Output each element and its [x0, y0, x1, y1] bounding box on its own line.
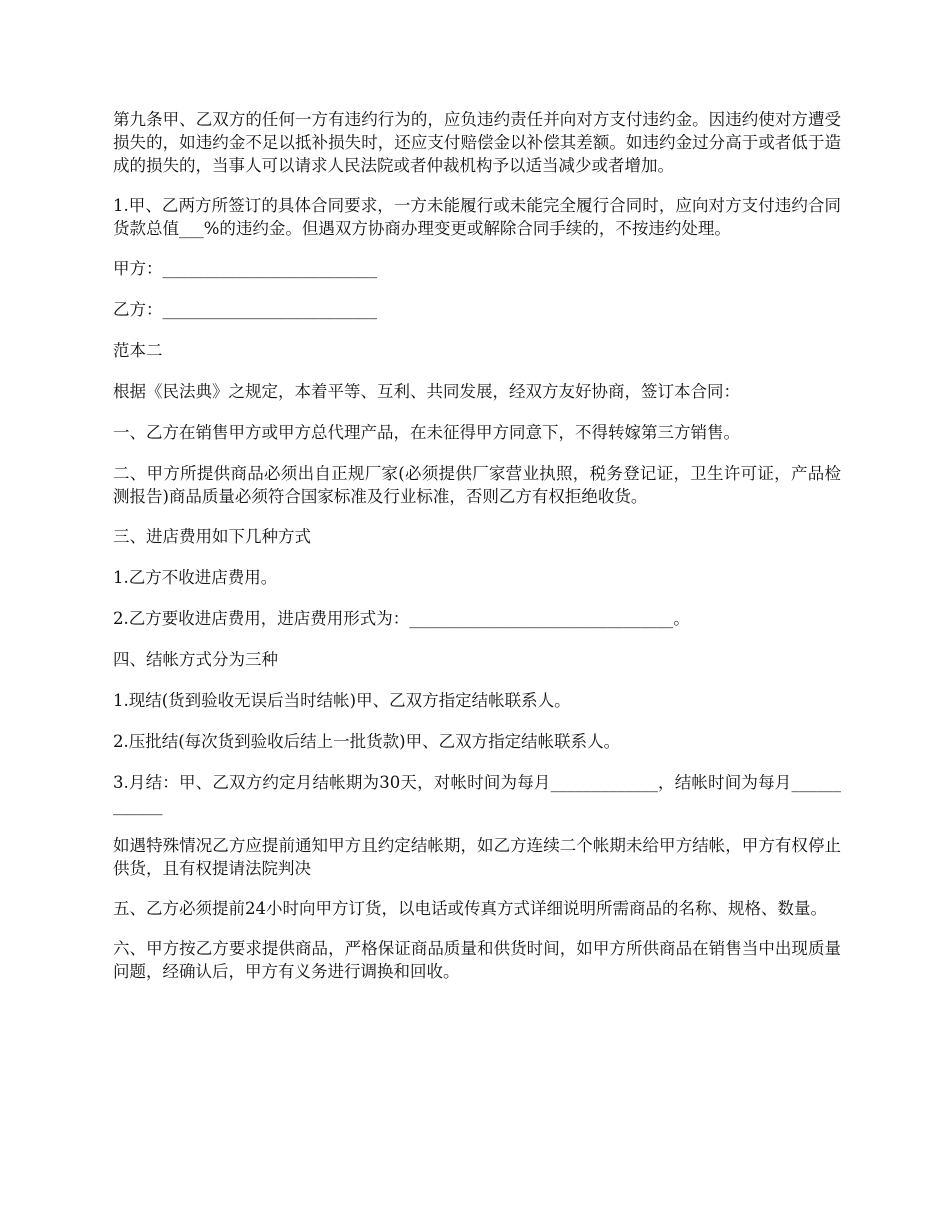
- section-4-heading: 四、结帐方式分为三种: [113, 650, 278, 669]
- section-2-paragraph: 二、甲方所提供商品必须出自正规厂家(必须提供厂家营业执照，税务登记证，卫生许可证，产品检测报告)商品质量必须符合国家标准及行业标准，否则乙方有权拒绝收货。: [113, 464, 841, 506]
- party-b-signature-line: 乙方：__________________________: [113, 300, 377, 319]
- settlement-option-2: 2.压批结(每次货到验收后结上一批货款)甲、乙双方指定结帐联系人。: [113, 732, 621, 751]
- settlement-option-1: 1.现结(货到验收无误后当时结帐)甲、乙双方指定结帐联系人。: [113, 691, 571, 710]
- preamble-paragraph: 根据《民法典》之规定，本着平等、互利、共同发展，经双方友好协商，签订本合同：: [113, 382, 740, 401]
- settlement-option-3: 3.月结：甲、乙双方约定月结帐期为30天，对帐时间为每月_____________，结帐时间为每月____________: [113, 773, 841, 815]
- section-6-paragraph: 六、甲方按乙方要求提供商品，严格保证商品质量和供货时间，如甲方所供商品在销售当中出现质量问题，经确认后，甲方有义务进行调换和回收。: [113, 939, 841, 981]
- clause-9-paragraph: 第九条甲、乙双方的任何一方有违约行为的，应负违约责任并向对方支付违约金。因违约使对方遭受损失的，如违约金不足以抵补损失时，还应支付赔偿金以补偿其差额。如违约金过分高于或者低于造成的损失的，当事人可以请求人民法院或者仲裁机构予以适当减少或者增加。: [113, 110, 841, 175]
- document-body: [113, 108, 841, 1000]
- penalty-clause-paragraph: 1.甲、乙两方所签订的具体合同要求，一方未能履行或未能完全履行合同时，应向对方支付违约合同货款总值___%的违约金。但遇双方协商办理变更或解除合同手续的，不按违约处理。: [113, 196, 841, 238]
- template-two-heading: 范本二: [113, 341, 163, 360]
- special-circumstances-paragraph: 如遇特殊情况乙方应提前通知甲方且约定结帐期，如乙方连续二个帐期未给甲方结帐，甲方有权停止供货，且有权提请法院判决: [113, 836, 841, 878]
- section-3-heading: 三、进店费用如下几种方式: [113, 527, 311, 546]
- party-a-signature-line: 甲方：__________________________: [113, 259, 377, 278]
- fee-option-2: 2.乙方要收进店费用，进店费用形式为：________________________________。: [113, 609, 690, 628]
- section-1-paragraph: 一、乙方在销售甲方或甲方总代理产品，在未征得甲方同意下，不得转嫁第三方销售。: [113, 423, 740, 442]
- fee-option-1: 1.乙方不收进店费用。: [113, 568, 278, 587]
- section-5-paragraph: 五、乙方必须提前24小时向甲方订货，以电话或传真方式详细说明所需商品的名称、规格、数量。: [113, 899, 827, 918]
